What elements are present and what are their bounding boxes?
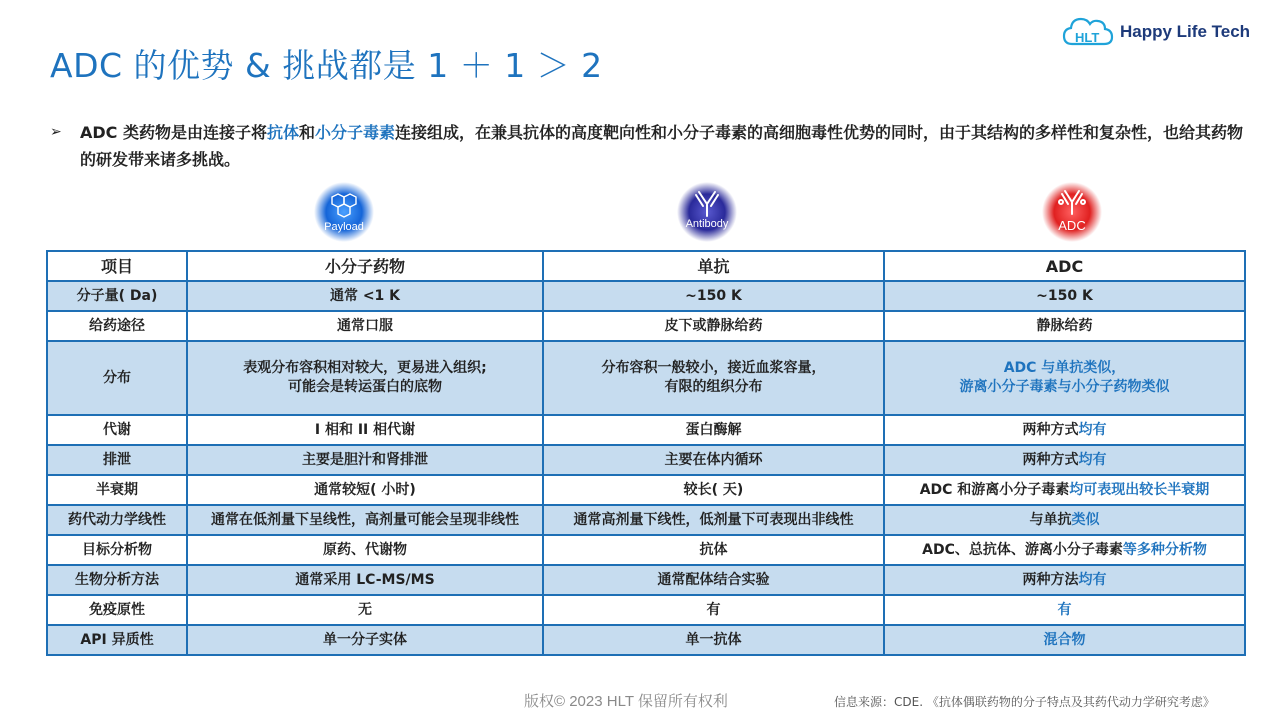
- cell-text: 单一抗体: [685, 631, 742, 648]
- cell-text: ~150 K: [685, 287, 742, 304]
- cell-text: 分布容积一般较小，接近血浆容量，: [601, 360, 826, 376]
- bullet-arrow-icon: ➢: [50, 124, 62, 140]
- adc-cell: [884, 415, 1245, 445]
- cell-text: 通常高剂量下线性，低剂量下可表现出非线性: [573, 511, 854, 528]
- mab-cell: [543, 311, 884, 341]
- cell-text: 主要在体内循环: [664, 451, 763, 468]
- highlight-text: 游离小分子毒素与小分子药物类似: [959, 379, 1170, 395]
- adc-cell: [884, 565, 1245, 595]
- table-row: [47, 341, 1245, 415]
- small-molecule-cell: [187, 341, 543, 415]
- cell-text: ~150 K: [1036, 287, 1093, 304]
- header-cell-item: 项目: [47, 251, 187, 281]
- mab-cell: [543, 415, 884, 445]
- cell-text: 分子量( Da): [76, 287, 158, 304]
- row-label-cell: [47, 535, 187, 565]
- cell-text: 与单抗: [1029, 511, 1072, 528]
- mab-cell: [543, 595, 884, 625]
- cell-text: 目标分析物: [82, 541, 152, 558]
- small-molecule-cell: [187, 595, 543, 625]
- adc-cell: [884, 445, 1245, 475]
- cloud-hlt-logo-icon: [1062, 14, 1114, 50]
- table-row: [47, 281, 1245, 311]
- cell-text: 半衰期: [96, 481, 138, 498]
- cell-text: 代谢: [103, 421, 131, 438]
- payload-molecule-icon: [314, 182, 374, 242]
- small-molecule-cell: [187, 625, 543, 655]
- cell-text: 抗体: [699, 541, 728, 558]
- cell-text: 通常 <1 K: [329, 287, 401, 304]
- cell-text: 可能会是转运蛋白的底物: [288, 379, 442, 395]
- copyright-footer: 版权© 2023 HLT 保留所有权利: [524, 693, 728, 710]
- header-cell-mab: 单抗: [543, 251, 884, 281]
- row-label-cell: [47, 595, 187, 625]
- cell-text: 通常较短( 小时): [314, 481, 416, 498]
- intro-text-segment: ADC 类药物是由连接子将: [80, 123, 267, 142]
- highlight-text: ADC 与单抗类似，: [1003, 360, 1126, 376]
- highlight-text: 混合物: [1043, 631, 1086, 648]
- cell-text: 两种方式: [1022, 421, 1079, 438]
- adc-cell: [884, 311, 1245, 341]
- cell-text: 通常采用 LC-MS/MS: [295, 571, 435, 588]
- cell-text: 蛋白酶解: [685, 421, 742, 438]
- cell-text: 通常配体结合实验: [657, 571, 770, 588]
- table-row: [47, 475, 1245, 505]
- table-header-row: [47, 251, 1245, 281]
- small-molecule-cell: [187, 565, 543, 595]
- row-label-cell: [47, 625, 187, 655]
- mab-cell: [543, 625, 884, 655]
- cell-text: 表观分布容积相对较大，更易进入组织;: [243, 360, 487, 376]
- row-label-cell: [47, 505, 187, 535]
- cell-text: 两种方法: [1022, 571, 1079, 588]
- small-molecule-cell: [187, 415, 543, 445]
- row-label-cell: [47, 445, 187, 475]
- table-row: [47, 565, 1245, 595]
- intro-highlight: 抗体: [266, 123, 299, 142]
- cell-text: 有限的组织分布: [664, 379, 763, 395]
- small-molecule-cell: [187, 445, 543, 475]
- small-molecule-cell: [187, 505, 543, 535]
- cell-text: 药代动力学线性: [68, 511, 166, 528]
- table-row: [47, 445, 1245, 475]
- table-row: [47, 311, 1245, 341]
- row-label-cell: [47, 341, 187, 415]
- highlight-text: 均可表现出较长半衰期: [1069, 481, 1210, 498]
- table-row: [47, 625, 1245, 655]
- highlight-text: 有: [1057, 601, 1072, 618]
- small-molecule-cell: [187, 475, 543, 505]
- cell-text: 生物分析方法: [75, 571, 159, 588]
- cell-text: 通常在低剂量下呈线性，高剂量可能会呈现非线性: [211, 511, 519, 528]
- antibody-label: Antibody: [685, 218, 729, 230]
- table-row: [47, 415, 1245, 445]
- cell-text: 两种方式: [1022, 451, 1079, 468]
- cell-text: 通常口服: [337, 317, 393, 334]
- cell-text: 排泄: [103, 451, 131, 468]
- row-label-cell: [47, 565, 187, 595]
- adc-cell: [884, 595, 1245, 625]
- cell-text: 皮下或静脉给药: [664, 317, 763, 334]
- header-cell-adc: ADC: [884, 251, 1245, 281]
- page-title: ADC 的优势 & 挑战都是 1 ＋ 1 ＞ 2: [50, 46, 603, 85]
- adc-cell: [884, 505, 1245, 535]
- highlight-text: 等多种分析物: [1122, 541, 1207, 558]
- intro-text: [80, 119, 1245, 173]
- adc-cell: [884, 625, 1245, 655]
- adc-cell: [884, 535, 1245, 565]
- small-molecule-cell: [187, 311, 543, 341]
- adc-label: ADC: [1058, 218, 1086, 233]
- cell-text: 较长( 天): [683, 481, 744, 498]
- comparison-table: [46, 250, 1246, 656]
- intro-text-segment: 连接组成，在兼具抗体的高度靶向性和小分子毒素的高细胞毒性优势的同时，由于其结构的多样性和复杂性，也给其药物的研发带来诸多挑战。: [80, 123, 1244, 169]
- cell-text: ADC、总抗体、游离小分子毒素: [922, 541, 1123, 558]
- row-label-cell: [47, 311, 187, 341]
- highlight-text: 均有: [1078, 571, 1107, 588]
- svg-text:HLT: HLT: [1075, 30, 1100, 45]
- highlight-text: 均有: [1078, 451, 1107, 468]
- small-molecule-cell: [187, 281, 543, 311]
- adc-cell: [884, 341, 1245, 415]
- row-label-cell: [47, 475, 187, 505]
- intro-bullet: [50, 119, 1245, 173]
- adc-icon: [1042, 182, 1102, 242]
- mab-cell: [543, 535, 884, 565]
- brand-logo: [1062, 14, 1250, 50]
- cell-text: 有: [706, 601, 721, 618]
- mab-cell: [543, 281, 884, 311]
- table-row: [47, 535, 1245, 565]
- mab-cell: [543, 475, 884, 505]
- adc-cell: [884, 475, 1245, 505]
- table-row: [47, 505, 1245, 535]
- cell-text: 给药途径: [89, 317, 145, 334]
- payload-label: Payload: [324, 221, 364, 233]
- cell-text: ADC 和游离小分子毒素: [919, 481, 1070, 498]
- antibody-icon: [677, 182, 737, 242]
- row-label-cell: [47, 415, 187, 445]
- cell-text: 主要是胆汁和肾排泄: [302, 451, 428, 468]
- cell-text: 单一分子实体: [323, 631, 407, 648]
- cell-text: I 相和 II 相代谢: [314, 421, 416, 438]
- adc-cell: [884, 281, 1245, 311]
- cell-text: 免疫原性: [89, 601, 145, 618]
- mab-cell: [543, 505, 884, 535]
- mab-cell: [543, 341, 884, 415]
- source-note: 信息来源：CDE. 《抗体偶联药物的分子特点及其药代动力学研究考虑》: [834, 695, 1215, 709]
- cell-text: API 异质性: [80, 631, 154, 648]
- cell-text: 无: [358, 601, 372, 618]
- mab-cell: [543, 565, 884, 595]
- cell-text: 分布: [103, 369, 131, 386]
- highlight-text: 均有: [1078, 421, 1107, 438]
- mab-cell: [543, 445, 884, 475]
- cell-text: 静脉给药: [1036, 317, 1093, 334]
- row-label-cell: [47, 281, 187, 311]
- highlight-text: 类似: [1071, 511, 1100, 528]
- intro-text-segment: 和: [299, 123, 316, 142]
- header-cell-small-molecule: 小分子药物: [187, 251, 543, 281]
- intro-highlight: 小分子毒素: [315, 123, 396, 142]
- brand-name: Happy Life Tech: [1120, 22, 1251, 41]
- small-molecule-cell: [187, 535, 543, 565]
- cell-text: 原药、代谢物: [323, 541, 407, 558]
- table-row: [47, 595, 1245, 625]
